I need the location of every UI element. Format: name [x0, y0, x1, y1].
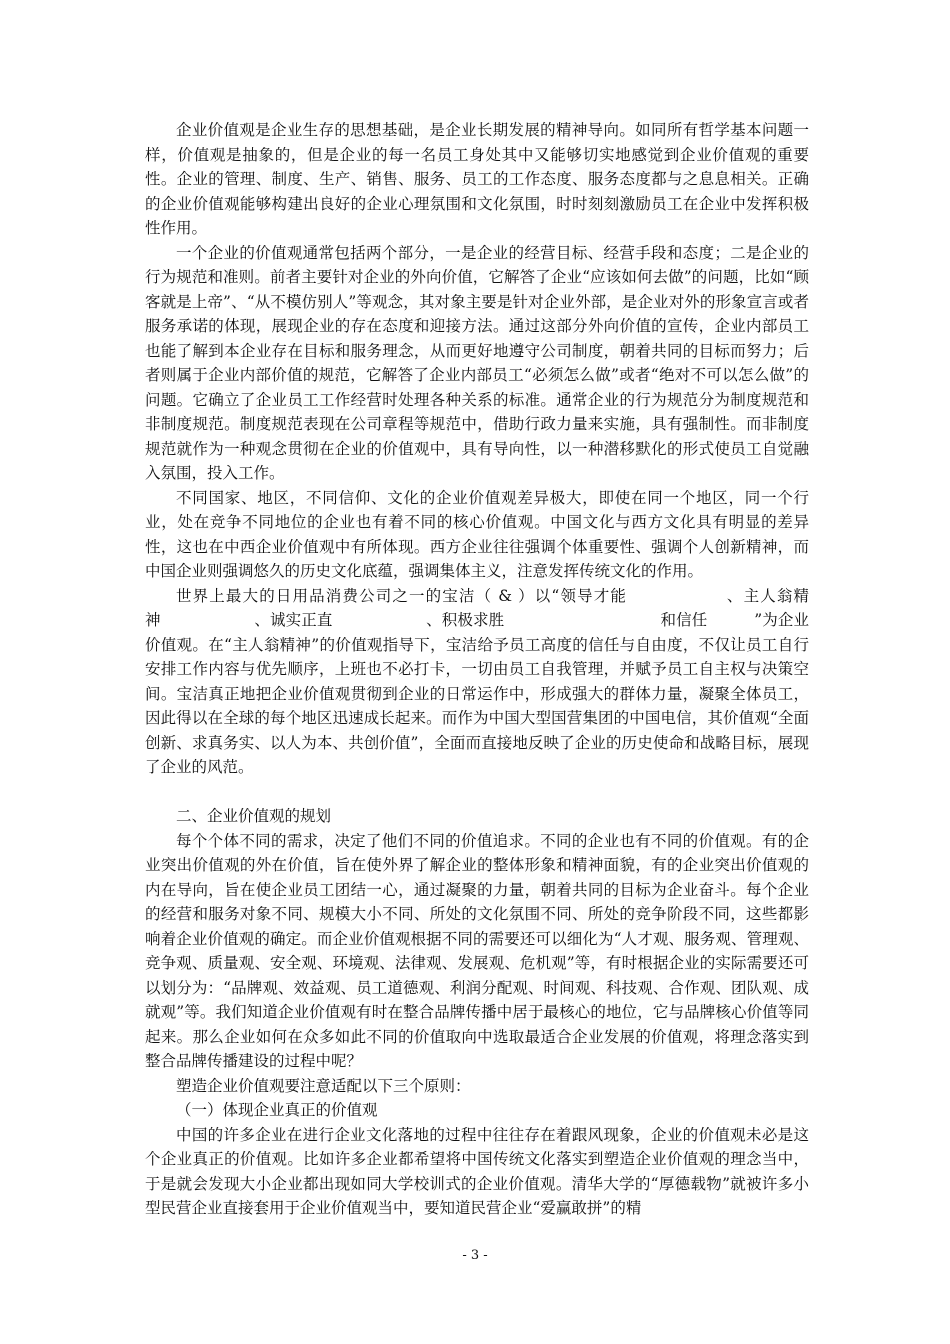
section-heading: 二、企业价值观的规划 — [176, 807, 332, 825]
paragraph-6: 塑造企业价值观要注意适配以下三个原则： — [176, 1076, 471, 1095]
page-number: - 3 - — [462, 1248, 488, 1263]
paragraph-7: 中国的许多企业在进行企业文化落地的过程中往往存在着跟风现象，企业的价值观未必是这个企业真正的价值观。比如许多企业都希望将中国传统文化落实到塑造企业价值观的理念当中，于是就会发现大小企业都出现如同大学校训式的企业价值观。清华大学的“厚德载物”就被许多小型民营企业直接套用于企业价值观当中，要知道民营企业“爱赢敢拼”的精 — [145, 1125, 809, 1217]
document-body — [145, 118, 809, 1221]
paragraph-4: 世界上最大的日用品消费公司之一的宝洁（ & ）以“领导才能 、主人翁精神 、诚实正直 、积极求胜 和信任 ”为企业价值观。在“主人翁精神”的价值观指导下，宝洁给予员工高度的信任与自由度，不仅让员工自行安排工作内容与优先顺序，上班也不必打卡，一切由员工自我管理，并赋予员工自主权与决策空间。宝洁真正地把企业价值观贯彻到企业的日常运作中，形成强大的群体力量，凝聚全体员工，因此得以在全球的每个地区迅速成长起来。而作为中国大型国营集团的中国电信，其价值观“全面创新、求真务实、以人为本、共创价值”，全面而直接地反映了企业的历史使命和战略目标，展现了企业的风范。 — [145, 586, 809, 776]
paragraph-2: 一个企业的价值观通常包括两个部分，一是企业的经营目标、经营手段和态度；二是企业的行为规范和准则。前者主要针对企业的外向价值，它解答了企业“应该如何去做”的问题，比如“顾客就是上帝”、“从不模仿别人”等观念，其对象主要是针对企业外部，是企业对外的形象宣言或者服务承诺的体现，展现企业的存在态度和迎接方法。通过这部分外向价值的宣传，企业内部员工也能了解到本企业存在目标和服务理念，从而更好地遵守公司制度，朝着共同的目标而努力；后者则属于企业内部价值的规范，它解答了企业内部员工“必须怎么做”或者“绝对不可以怎么做”的问题。它确立了企业员工工作经营时处理各种关系的标准。通常企业的行为规范分为制度规范和非制度规范。制度规范表现在公司章程等规范中，借助行政力量来实施，具有强制性。而非制度规范就作为一种观念贯彻在企业的价值观中，具有导向性，以一种潜移默化的形式使员工自觉融入氛围，投入工作。 — [145, 243, 809, 482]
paragraph-1: 企业价值观是企业生存的思想基础，是企业长期发展的精神导向。如同所有哲学基本问题一样，价值观是抽象的，但是企业的每一名员工身处其中又能够切实地感觉到企业价值观的重要性。企业的管理、制度、生产、销售、服务、员工的工作态度、服务态度都与之息息相关。正确的企业价值观能够构建出良好的企业心理氛围和文化氛围，时时刻刻激励员工在企业中发挥积极性作用。 — [145, 121, 809, 237]
paragraph-5: 每个个体不同的需求，决定了他们不同的价值追求。不同的企业也有不同的价值观。有的企业突出价值观的外在价值，旨在使外界了解企业的整体形象和精神面貌，有的企业突出价值观的内在导向，旨在使企业员工团结一心，通过凝聚的力量，朝着共同的目标为企业奋斗。每个企业的经营和服务对象不同、规模大小不同、所处的文化氛围不同、所处的竞争阶段不同，这些都影响着企业价值观的确定。而企业价值观根据不同的需要还可以细化为“人才观、服务观、管理观、竞争观、质量观、安全观、环境观、法律观、发展观、危机观”等，有时根据企业的实际需要还可以划分为：“品牌观、效益观、员工道德观、利润分配观、时间观、科技观、合作观、团队观、成就观”等。我们知道企业价值观有时在整合品牌传播中居于最核心的地位，它与品牌核心价值等同起来。那么企业如何在众多如此不同的价值取向中选取最适合企业发展的价值观，将理念落实到整合品牌传播建设的过程中呢？ — [145, 831, 809, 1070]
blank-line — [145, 780, 809, 805]
subsection-heading: （一）体现企业真正的价值观 — [176, 1101, 378, 1119]
paragraph-3: 不同国家、地区，不同信仰、文化的企业价值观差异极大，即使在同一个地区，同一个行业，处在竞争不同地位的企业也有着不同的核心价值观。中国文化与西方文化具有明显的差异性，这也在中西企业价值观中有所体现。西方企业往往强调个体重要性、强调个人创新精神，而中国企业则强调悠久的历史文化底蕴，强调集体主义，注意发挥传统文化的作用。 — [145, 488, 809, 580]
